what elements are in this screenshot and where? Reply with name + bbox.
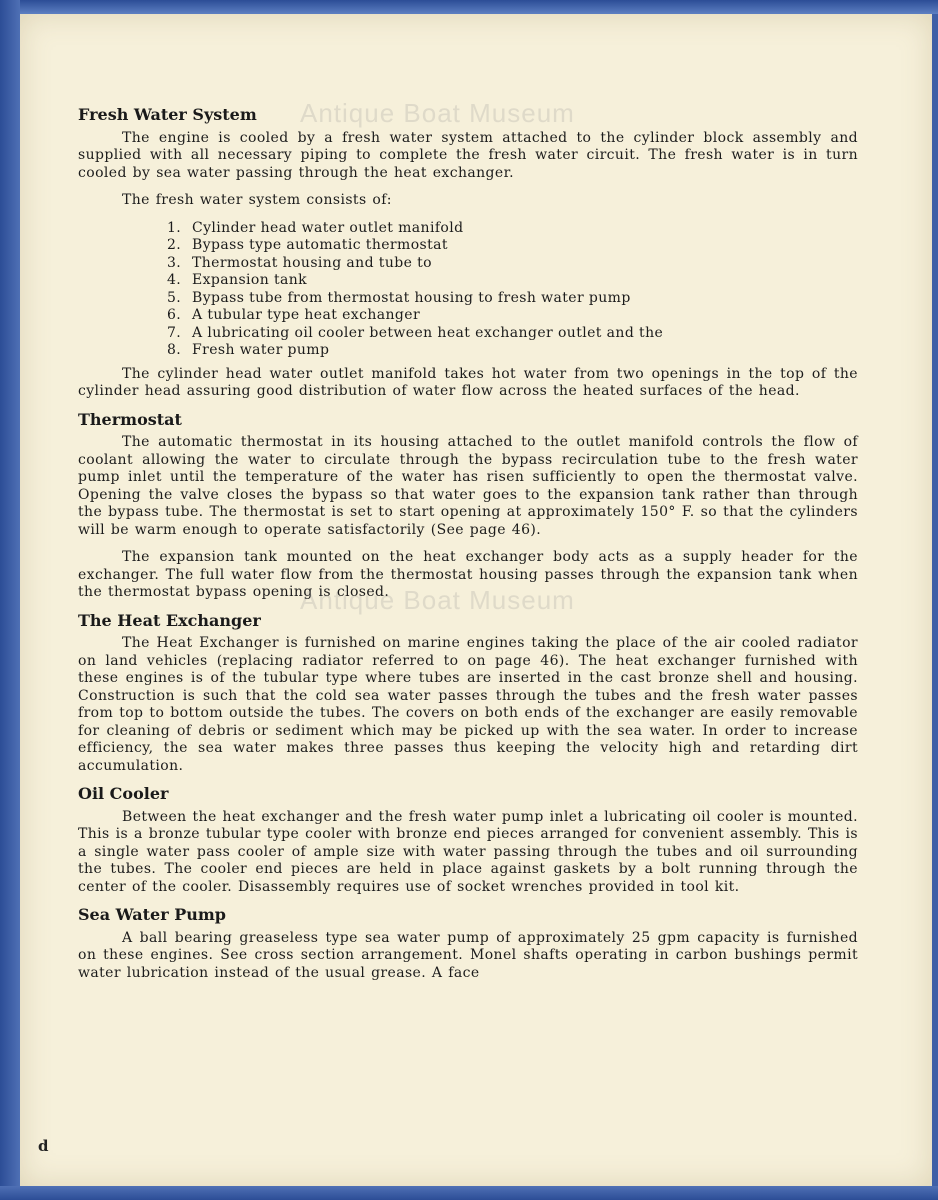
- list-item: 5. Bypass tube from thermostat housing to fresh water pump: [186, 290, 858, 308]
- paragraph: The fresh water system consists of:: [122, 192, 392, 208]
- paragraph: The engine is cooled by a fresh water system attached to the cylinder block assembly and supplied with all necessary piping to complete the fresh water circuit. The fresh water is in turn cooled by sea water passing through the heat exchanger.: [78, 129, 858, 181]
- list-item: 1. Cylinder head water outlet manifold: [186, 220, 858, 238]
- list-item: 3. Thermostat housing and tube to: [186, 255, 858, 273]
- paragraph: Between the heat exchanger and the fresh water pump inlet a lubricating oil cooler is mounted. This is a bronze tubular type cooler with bronze end pieces arranged for convenient assembly. This is a single water pass cooler of ample size with water passing through the tubes and oil surrounding the tubes. The cooler end pieces are held in place against gaskets by a bolt running through the center of the cooler. Disassembly requires use of socket wrenches provided in tool kit.: [78, 808, 858, 895]
- heading-oil-cooler: Oil Cooler: [78, 784, 169, 803]
- paragraph: The cylinder head water outlet manifold takes hot water from two openings in the top of the cylinder head assuring good distribution of water flow across the heated surfaces of the head.: [78, 365, 858, 399]
- heading-heat-exchanger: The Heat Exchanger: [78, 610, 261, 630]
- page-letter: d: [38, 1137, 49, 1155]
- fresh-water-components-list: [78, 220, 858, 360]
- binder-edge-top: [0, 0, 938, 14]
- paragraph: The automatic thermostat in its housing attached to the outlet manifold controls the flow of coolant allowing the water to circulate through the bypass recirculation tube to the fresh water pump inlet until the temperature of the water has risen sufficiently to open the thermostat valve. Opening the valve closes the bypass so that water goes to the expansion tank rather than through the bypass tube. The thermostat is set to start opening at approximately 150° F. so that the cylinders will be warm enough to operate satisfactorily (See page 46).: [78, 434, 858, 538]
- list-item: 4. Expansion tank: [186, 272, 858, 290]
- binder-edge-left: [0, 0, 20, 1200]
- heading-thermostat: Thermostat: [78, 409, 182, 429]
- watermark: Antique Boat Museum: [300, 585, 575, 615]
- heading-sea-water-pump: Sea Water Pump: [78, 905, 226, 924]
- paragraph: A ball bearing greaseless type sea water pump of approximately 25 gpm capacity is furnished on these engines. See cross section arrangement. Monel shafts operating in carbon bushings permit water lubrication instead of the usual grease. A face: [78, 929, 858, 981]
- page-content: [78, 100, 858, 992]
- list-item: 2. Bypass type automatic thermostat: [186, 237, 858, 255]
- binder-edge-bottom: [0, 1186, 938, 1200]
- watermark: Antique Boat Museum: [300, 98, 575, 128]
- list-item: 7. A lubricating oil cooler between heat exchanger outlet and the: [186, 325, 858, 343]
- paragraph: The expansion tank mounted on the heat exchanger body acts as a supply header for the exchanger. The full water flow from the thermostat housing passes through the expansion tank when the thermostat bypass opening is closed.: [78, 549, 858, 600]
- heading-fresh-water-system: Fresh Water System: [78, 105, 257, 124]
- list-item: 6. A tubular type heat exchanger: [186, 307, 858, 325]
- paragraph: The Heat Exchanger is furnished on marine engines taking the place of the air cooled radiator on land vehicles (replacing radiator referred to on page 46). The heat exchanger furnished with these engines is of the tubular type where tubes are inserted in the cast bronze shell and housing. Construction is such that the cold sea water passes through the tubes and the fresh water passes from top to bottom outside the tubes. The covers on both ends of the exchanger are easily removable for cleaning of debris or sediment which may be picked up with the sea water. In order to increase efficiency, the sea water makes three passes thus keeping the velocity high and retarding dirt accumulation.: [78, 635, 858, 774]
- list-item: 8. Fresh water pump: [186, 342, 858, 360]
